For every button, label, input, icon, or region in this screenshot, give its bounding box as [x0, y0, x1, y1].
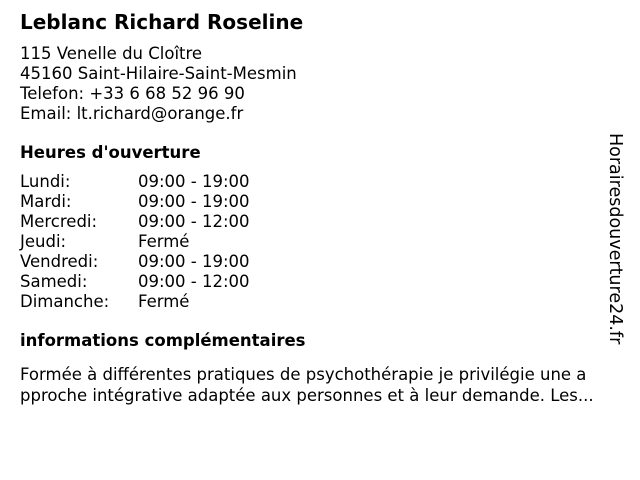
site-watermark: Horairesdouverture24.fr	[605, 133, 625, 345]
time-value: Fermé	[138, 292, 190, 311]
time-value: 09:00 - 19:00	[138, 252, 250, 271]
phone-line: Telefon: +33 6 68 52 96 90	[20, 84, 245, 103]
time-value: Fermé	[138, 232, 190, 251]
business-card	[20, 8, 620, 406]
time-value: 09:00 - 19:00	[138, 172, 250, 191]
address-street: 115 Venelle du Cloître	[20, 44, 203, 63]
time-value: 09:00 - 12:00	[138, 212, 250, 231]
description-line-2: pproche intégrative adaptée aux personnes et à leur demande. Les...	[20, 386, 594, 405]
info-heading: informations complémentaires	[20, 331, 306, 350]
hours-row-monday	[20, 172, 620, 192]
day-label: Vendredi:	[20, 252, 99, 271]
email-line: Email: lt.richard@orange.fr	[20, 104, 244, 123]
address-city: 45160 Saint-Hilaire-Saint-Mesmin	[20, 64, 297, 83]
hours-row-wednesday	[20, 212, 620, 232]
day-label: Mardi:	[20, 192, 72, 211]
day-label: Samedi:	[20, 272, 88, 291]
hours-row-tuesday	[20, 192, 620, 212]
hours-heading: Heures d'ouverture	[20, 143, 201, 162]
day-label: Dimanche:	[20, 292, 110, 311]
hours-row-saturday	[20, 272, 620, 292]
hours-row-sunday	[20, 292, 620, 312]
opening-hours-table	[20, 172, 620, 312]
hours-row-thursday	[20, 232, 620, 252]
day-label: Lundi:	[20, 172, 71, 191]
day-label: Mercredi:	[20, 212, 98, 231]
hours-row-friday	[20, 252, 620, 272]
day-label: Jeudi:	[20, 232, 67, 251]
time-value: 09:00 - 19:00	[138, 192, 250, 211]
time-value: 09:00 - 12:00	[138, 272, 250, 291]
business-name: Leblanc Richard Roseline	[20, 10, 304, 34]
description-line-1: Formée à différentes pratiques de psychothérapie je privilégie une a	[20, 365, 587, 384]
